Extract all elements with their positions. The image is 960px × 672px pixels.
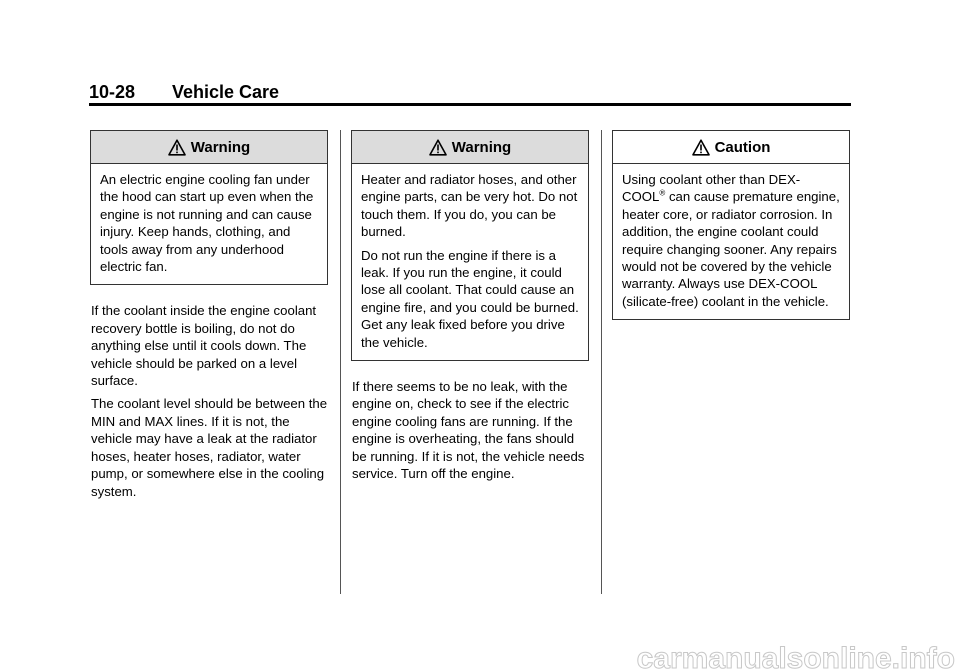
warning-text: Do not run the engine if there is a leak. If you run the engine, it could lose all coolant. That could cause an engine fire, and you could be burned. Get any leak fixed before you drive the vehicle. bbox=[361, 247, 579, 350]
paragraph: If there seems to be no leak, with the engine on, check to see if the electric engine cooling fans are running. If the engine is overheating, the fans should be running. If it is not, the vehicle needs service. Turn off the engine. bbox=[352, 379, 585, 482]
warning-text: An electric engine cooling fan under the hood can start up even when the engine is not running and can cause injury. Keep hands, clothing, and tools away from any underhood electric fan. bbox=[100, 172, 314, 275]
paragraph: The coolant level should be between the MIN and MAX lines. If it is not, the vehicle may have a leak at the radiator hoses, heater hoses, radiator, water pump, or somewhere else in the cooling system. bbox=[91, 396, 328, 499]
section-title: Vehicle Care bbox=[172, 82, 280, 102]
page-number: 10-28 bbox=[89, 82, 136, 102]
watermark: carmanualsonline.info bbox=[636, 642, 955, 672]
paragraph: If the coolant inside the engine coolant recovery bottle is boiling, do not do anything else until it cools down. The vehicle should be parked on a level surface. bbox=[91, 303, 317, 389]
warning-box-title: Warning bbox=[190, 138, 251, 156]
registered-mark: ® bbox=[659, 189, 666, 199]
caution-box-title: Caution bbox=[714, 138, 771, 156]
caution-text-part: can cause premature engine, heater core, or radiator corrosion. In addition, the engine coolant could require changing sooner. Any repairs would not be covered by the vehicle warranty. Always use DEX-COOL (silicate-free) coolant in the vehicle. bbox=[622, 189, 840, 309]
warning-text: Heater and radiator hoses, and other engine parts, can be very hot. Do not touch them. If you do, you can be burned. bbox=[361, 172, 578, 240]
caution-text-part: Using coolant other than DEX-COOL bbox=[622, 172, 801, 205]
warning-box-title: Warning bbox=[451, 138, 512, 156]
